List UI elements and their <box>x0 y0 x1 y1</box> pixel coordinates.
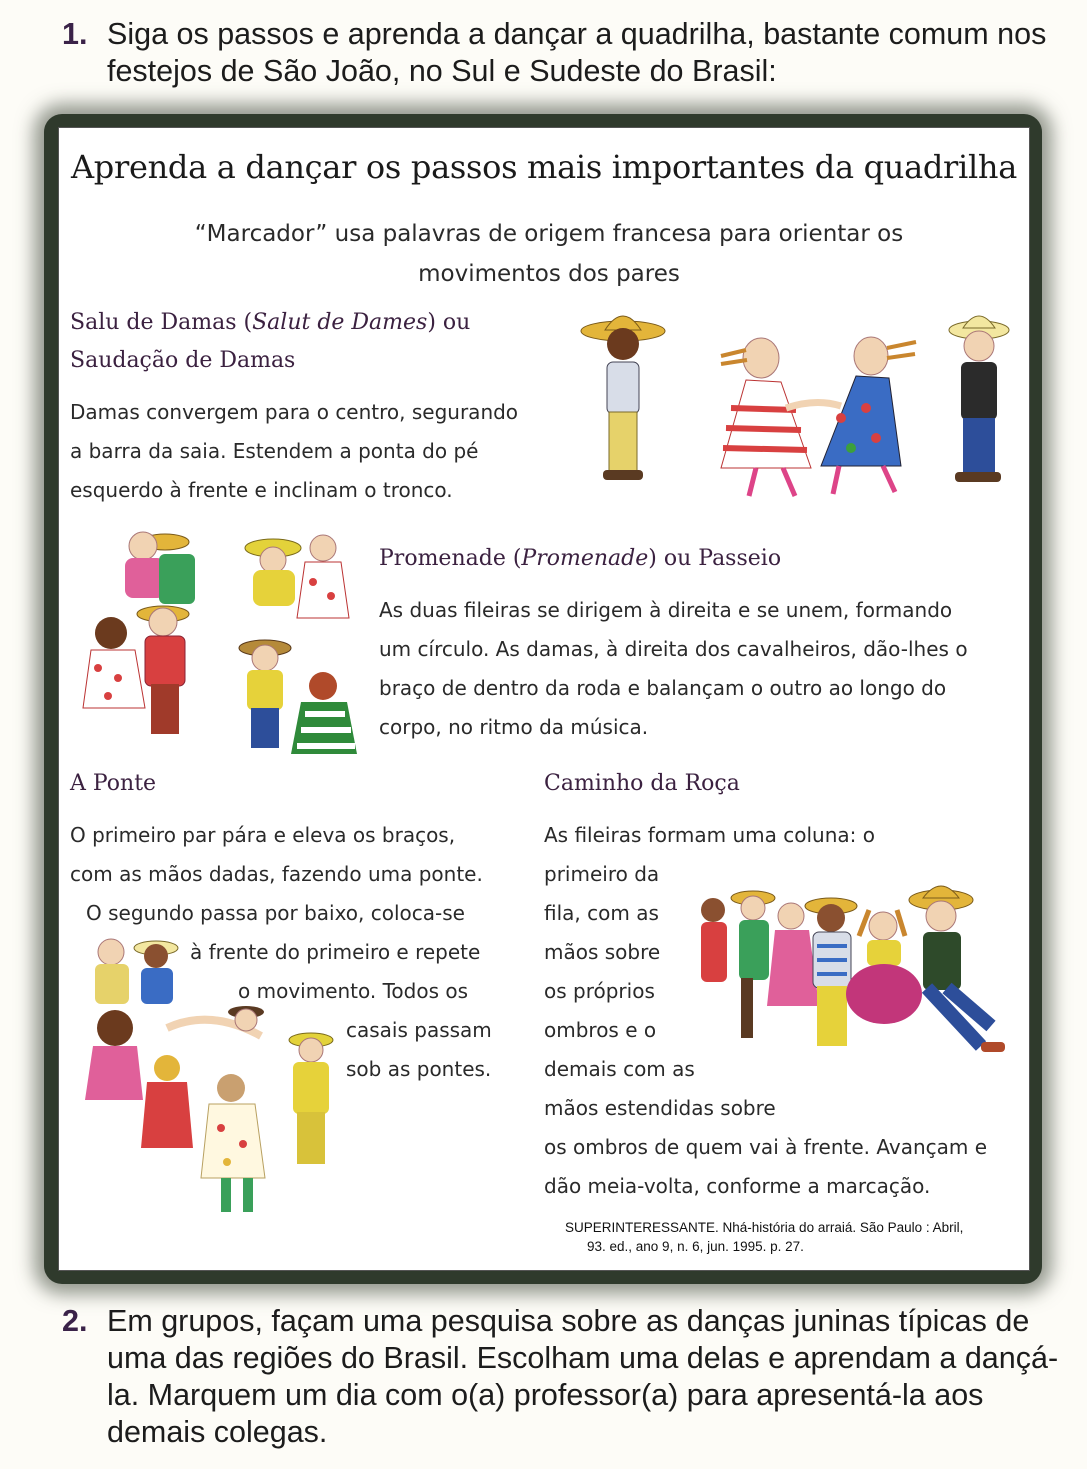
boy-left-figure <box>581 316 665 480</box>
text-line: As fileiras formam uma coluna: o <box>544 823 875 847</box>
question-number: 2. <box>62 1304 88 1338</box>
salu-text <box>70 393 518 510</box>
couple-right-figure <box>239 535 357 754</box>
text-line: primeiro da <box>544 862 660 886</box>
couple-left-figure <box>83 532 195 734</box>
caminho-illustration <box>691 876 1021 1096</box>
subtitle-line: movimentos dos pares <box>418 261 680 287</box>
text-line: As duas fileiras se dirigem à direita e se unem, formando <box>379 598 953 622</box>
text-line: mãos estendidas sobre <box>544 1096 776 1120</box>
text-line: à frente do primeiro e repete <box>190 940 481 964</box>
subtitle-line: “Marcador” usa palavras de origem francesa para orientar os <box>194 221 904 247</box>
text-line: O segundo passa por baixo, coloca-se <box>86 901 465 925</box>
card-title: Aprenda a dançar os passos mais importantes da quadrilha <box>70 148 1018 186</box>
text-line: Damas convergem para o centro, segurando <box>70 400 519 424</box>
citation-line: 93. ed., ano 9, n. 6, jun. 1995. p. 27. <box>587 1239 804 1254</box>
text-line: corpo, no ritmo da música. <box>379 715 649 739</box>
text-line: esquerdo à frente e inclinam o tronco. <box>70 478 453 502</box>
text-line: O primeiro par pára e eleva os braços, <box>70 823 456 847</box>
text-line: ombros e o <box>544 1018 657 1042</box>
girls-pair-figure <box>721 337 916 496</box>
dance-card <box>58 127 1030 1271</box>
caminho-heading: Caminho da Roça <box>544 771 740 796</box>
text-line: demais com as <box>544 1057 695 1081</box>
source-citation <box>565 1218 1025 1256</box>
boy-right-figure <box>949 316 1009 482</box>
text-line: dão meia-volta, conforme a marcação. <box>544 1174 931 1198</box>
ponte-heading: A Ponte <box>70 771 157 796</box>
text-line: braço de dentro da roda e balançam o outro ao longo do <box>379 676 947 700</box>
ponte-dancers-figure <box>85 939 333 1212</box>
line-dancers-figure <box>701 886 1005 1052</box>
text-line: com as mãos dadas, fazendo uma ponte. <box>70 862 483 886</box>
question-number: 1. <box>62 17 88 51</box>
text-line: fila, com as <box>544 901 659 925</box>
card-subtitle <box>139 214 959 294</box>
salu-illustration <box>571 298 1021 513</box>
promenade-text <box>379 591 968 747</box>
text-line: a barra da saia. Estendem a ponta do pé <box>70 439 479 463</box>
text-line: os próprios <box>544 979 655 1003</box>
citation-line: SUPERINTERESSANTE. Nhá-história do arraiá. São Paulo : Abril, <box>565 1220 964 1235</box>
text-line: os ombros de quem vai à frente. Avançam e <box>544 1135 988 1159</box>
promenade-illustration <box>73 518 363 766</box>
text-line: mãos sobre <box>544 940 661 964</box>
question-text: Em grupos, façam uma pesquisa sobre as danças juninas típicas de uma das regiões do Brasil. Escolham uma delas e aprendam a dançá-la. Marquem um dia com o(a) professor(a) para apresentá-la aos demais colegas. <box>107 1304 1059 1449</box>
text-line: casais passam <box>346 1018 492 1042</box>
text-line: sob as pontes. <box>346 1057 492 1081</box>
text-line: o movimento. Todos os <box>238 979 469 1003</box>
text-line: um círculo. As damas, à direita dos cavalheiros, dão-lhes o <box>379 637 968 661</box>
promenade-heading: Promenade (Promenade) ou Passeio <box>379 546 782 571</box>
ponte-illustration <box>71 928 346 1223</box>
salu-heading: Salu de Damas (Salut de Dames) ou Saudação de Damas <box>70 310 471 373</box>
question-text: Siga os passos e aprenda a dançar a quadrilha, bastante comum nos festejos de São João, no Sul e Sudeste do Brasil: <box>107 17 1047 88</box>
